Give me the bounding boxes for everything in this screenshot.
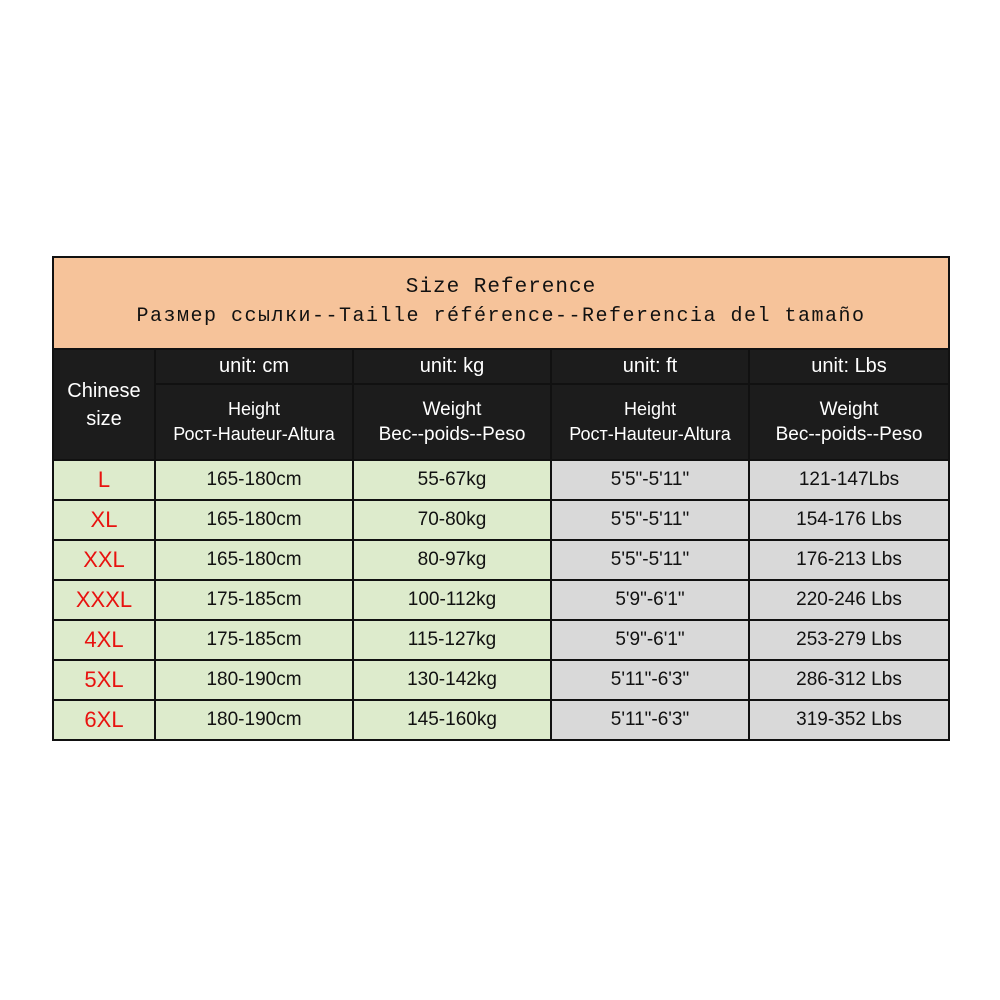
height-cm-cell: 180-190cm bbox=[155, 700, 353, 740]
height-cm-cell: 180-190cm bbox=[155, 660, 353, 700]
size-cell: XL bbox=[53, 500, 155, 540]
weight-kg-cell: 130-142kg bbox=[353, 660, 551, 700]
label-row bbox=[53, 384, 949, 460]
height-ft-cell: 5'5"-5'11" bbox=[551, 540, 749, 580]
table-row bbox=[53, 500, 949, 540]
weight-lbs-cell: 220-246 Lbs bbox=[749, 580, 949, 620]
height-cm-cell: 165-180cm bbox=[155, 500, 353, 540]
unit-row bbox=[53, 349, 949, 384]
weight-lbs-cell: 176-213 Lbs bbox=[749, 540, 949, 580]
chinese-size-header-line2: size bbox=[86, 407, 122, 430]
weight-kg-cell: 115-127kg bbox=[353, 620, 551, 660]
weight-lbs-label-line2: Вес--poids--Peso bbox=[775, 424, 923, 445]
title-row bbox=[53, 257, 949, 349]
table-title: Size Reference bbox=[405, 276, 597, 299]
weight-lbs-label bbox=[749, 384, 949, 460]
size-cell: XXXL bbox=[53, 580, 155, 620]
size-cell: 4XL bbox=[53, 620, 155, 660]
height-ft-cell: 5'11"-6'3" bbox=[551, 660, 749, 700]
weight-kg-cell: 70-80kg bbox=[353, 500, 551, 540]
unit-cm-header: unit: cm bbox=[155, 349, 353, 384]
weight-lbs-cell: 286-312 Lbs bbox=[749, 660, 949, 700]
title-cell bbox=[53, 257, 949, 349]
unit-kg-header: unit: kg bbox=[353, 349, 551, 384]
weight-kg-cell: 145-160kg bbox=[353, 700, 551, 740]
unit-lbs-header: unit: Lbs bbox=[749, 349, 949, 384]
table-row bbox=[53, 580, 949, 620]
chinese-size-header-line1: Chinese bbox=[67, 379, 141, 402]
height-ft-cell: 5'5"-5'11" bbox=[551, 500, 749, 540]
height-ft-cell: 5'11"-6'3" bbox=[551, 700, 749, 740]
height-cm-cell: 165-180cm bbox=[155, 460, 353, 500]
weight-kg-cell: 80-97kg bbox=[353, 540, 551, 580]
height-cm-cell: 165-180cm bbox=[155, 540, 353, 580]
table-subtitle: Размер ссылки--Taille référence--Referencia del tamaño bbox=[136, 305, 866, 328]
height-ft-cell: 5'9"-6'1" bbox=[551, 620, 749, 660]
size-cell: 6XL bbox=[53, 700, 155, 740]
weight-kg-label-line1: Weight bbox=[422, 399, 482, 420]
height-ft-label bbox=[551, 384, 749, 460]
table-row bbox=[53, 620, 949, 660]
weight-lbs-cell: 253-279 Lbs bbox=[749, 620, 949, 660]
size-cell: XXL bbox=[53, 540, 155, 580]
unit-ft-header: unit: ft bbox=[551, 349, 749, 384]
height-ft-label-line2: Рост-Hauteur-Altura bbox=[569, 424, 731, 444]
height-ft-label-line1: Height bbox=[623, 399, 677, 419]
weight-kg-cell: 55-67kg bbox=[353, 460, 551, 500]
weight-lbs-label-line1: Weight bbox=[819, 399, 879, 420]
weight-lbs-cell: 154-176 Lbs bbox=[749, 500, 949, 540]
table-row bbox=[53, 460, 949, 500]
table-row bbox=[53, 700, 949, 740]
height-ft-cell: 5'9"-6'1" bbox=[551, 580, 749, 620]
size-cell: L bbox=[53, 460, 155, 500]
weight-kg-cell: 100-112kg bbox=[353, 580, 551, 620]
height-cm-cell: 175-185cm bbox=[155, 580, 353, 620]
weight-kg-label-line2: Вес--poids--Peso bbox=[378, 424, 526, 445]
weight-kg-label bbox=[353, 384, 551, 460]
height-cm-label-line1: Height bbox=[227, 399, 281, 419]
size-cell: 5XL bbox=[53, 660, 155, 700]
table-row bbox=[53, 660, 949, 700]
height-cm-cell: 175-185cm bbox=[155, 620, 353, 660]
chinese-size-header bbox=[53, 349, 155, 460]
weight-lbs-cell: 319-352 Lbs bbox=[749, 700, 949, 740]
size-reference-table bbox=[52, 256, 950, 741]
table-row bbox=[53, 540, 949, 580]
height-cm-label bbox=[155, 384, 353, 460]
height-ft-cell: 5'5"-5'11" bbox=[551, 460, 749, 500]
weight-lbs-cell: 121-147Lbs bbox=[749, 460, 949, 500]
height-cm-label-line2: Рост-Hauteur-Altura bbox=[173, 424, 335, 444]
